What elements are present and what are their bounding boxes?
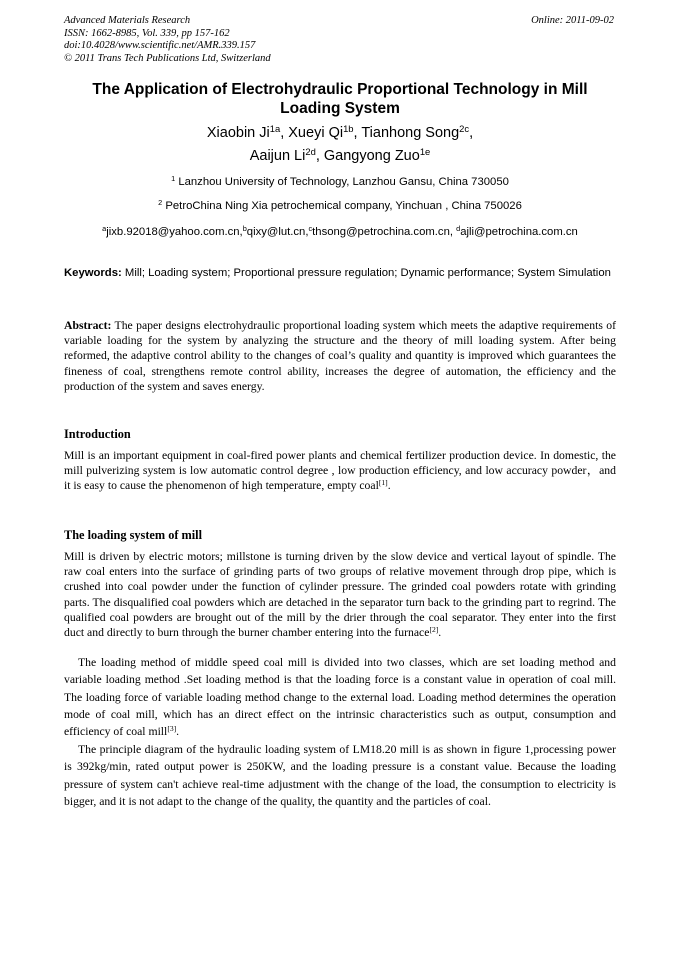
author-name: Aaijun Li	[249, 148, 306, 164]
email-line: $^a$jixb.92018@yahoo.com.cn,$^b$qixy@lut.cn,$^c$thsong@petrochina.com.cn, $^d$ajli@petrochina.com.cn	[102, 223, 578, 238]
author-sup: 2c	[459, 122, 470, 134]
email[interactable]: qixy@lut.cn,	[246, 226, 309, 238]
keywords	[64, 264, 616, 283]
keywords-label: Keywords:	[64, 267, 122, 279]
keywords-text: Mill; Loading system; Proportional pressure regulation; Dynamic performance; System Simulation	[121, 267, 611, 279]
author-line-1: Xiaobin $Ji^{1a}$, Xueyi $Qi^{1b}$, Tianhong Song$^{2c}$,	[206, 122, 474, 141]
email[interactable]: thsong@petrochina.com.cn,	[312, 226, 457, 238]
author-name: Xiaobin Ji	[206, 125, 270, 141]
loading-paragraph-3: The principle diagram of the hydraulic loading system of LM18.20 mill is as shown in figure 1,processing power is 392kg/min, rated output power is 250KW, and the loading pressure is a constant value. Because the loading pressure of system can't achieve real-time adjustment with the change of the load, the consumption to electricity is bigger, and it is not adapt to the change of the quality, the quantity and the particles of coal.	[64, 743, 616, 808]
abstract	[64, 318, 616, 394]
citation: [3]	[167, 724, 177, 734]
citation: [1]	[378, 478, 388, 488]
affiliation-2: $^2$ PetroChina Ning Xia petrochemical company, Yinchuan , China 750026	[158, 197, 522, 212]
author-sup: 1a	[269, 122, 281, 134]
doi-line: doi:10.4028/www.scientific.net/AMR.339.157	[64, 40, 256, 51]
abstract-label: Abstract:	[64, 319, 112, 332]
citation: [2]	[429, 624, 439, 634]
author-list	[64, 122, 616, 168]
author-sup: 2d	[305, 145, 316, 157]
author-sup: 1b	[343, 122, 354, 134]
author-sup: 1e	[419, 145, 431, 157]
online-date: Online: 2011-09-02	[531, 15, 614, 26]
section-heading-loading-system: The loading system of mill	[64, 528, 203, 542]
journal-header	[64, 15, 271, 65]
abstract-text: The paper designs electrohydraulic proportional loading system which meets the adaptive requirements of variable loading for the system by analyzing the structure and the theory of mill loading system. After being reformed, the adaptive control ability to the changes of coal’s quality and quantity is improved which guarantees the fineness of coal, strengthens remote control ability, increases the degree of automation, the efficiency and the production of the system and saves energy.	[64, 319, 616, 393]
affiliation-1: $^1$ Lanzhou University of Technology, Lanzhou Gansu, China 730050	[171, 173, 509, 188]
author-name: Gangyong Zuo	[323, 148, 420, 164]
loading-paragraph-2: The loading method of middle speed coal mill is divided into two classes, which are set loading method and variable loading method .Set loading method is that the loading force is a constant value in operation of coal mill. The loading force of variable loading method change to the external load. Loading method determines the operation mode of coal mill, which has an direct effect on the intrinsic characteristics such as output, consumption and efficiency of coal mill[3].	[64, 656, 616, 739]
author-line-2: Aaijun $Li^{2d}$, Gangyong Zuo$^{1e}$	[249, 145, 431, 164]
email[interactable]: jixb.92018@yahoo.com.cn,	[106, 226, 243, 238]
email[interactable]: ajli@petrochina.com.cn	[460, 226, 578, 238]
copyright-line: © 2011 Trans Tech Publications Ltd, Switzerland	[64, 52, 271, 64]
section-heading-introduction: Introduction	[64, 427, 131, 441]
journal-name: Advanced Materials Research	[64, 15, 191, 26]
issn-line: ISSN: 1662-8985, Vol. 339, pp 157-162	[64, 27, 230, 39]
author-name: Tianhong Song	[361, 125, 460, 141]
paper-title: The Application of Electrohydraulic Proportional Technology in Mill Loading System	[92, 81, 588, 117]
loading-paragraph-1: Mill is driven by electric motors; millstone is turning driven by the slow device and vertical layout of spindle. The raw coal enters into the surface of grinding parts of two groups of relative movement through drop pipe, which is crushed into coal powder under the function of cylinder pressure. The grinded coal powders rotate with grinding parts. The disqualified coal powders which are detached in the separator turn back to the grinding part to regrind. The qualified coal powders are brought out of the mill by the drier through the coal separator. They enter into the first duct and directly to burn through the burner chamber entering into the furnace[2].	[64, 550, 616, 640]
introduction-paragraph: Mill is an important equipment in coal-fired power plants and chemical fertilizer production device. In domestic, the mill pulverizing system is low automatic control degree , low production efficiency, and low accuracy powder，and it is easy to cause the phenomenon of high temperature, empty coal[1].	[64, 449, 616, 493]
author-name: Xueyi Qi	[288, 125, 344, 141]
